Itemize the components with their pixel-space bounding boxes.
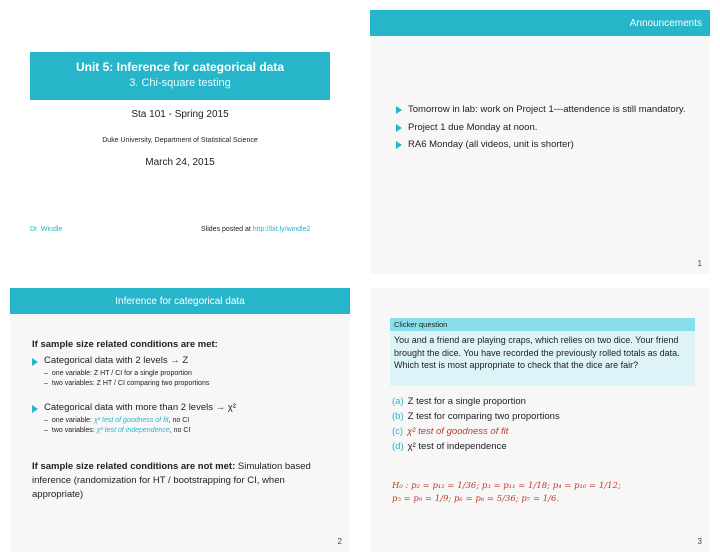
- answer-options: [392, 396, 560, 456]
- bullet-list-more-levels: [32, 402, 332, 435]
- sub-list-item: [44, 369, 332, 379]
- hypothesis-line: p₅ = p₉ = 1/9; p₆ = p₈ = 5/36; p₇ = 1/6.: [392, 493, 560, 504]
- option-text-correct: χ² test of goodness of fit: [407, 426, 509, 437]
- list-item: [32, 402, 332, 435]
- unit-subtitle: 3. Chi-square testing: [129, 77, 231, 89]
- dash-icon: –: [44, 426, 48, 434]
- list-item: [396, 121, 696, 135]
- clicker-header: Clicker question: [390, 318, 695, 331]
- sub-list-item: [44, 426, 332, 436]
- bullet-triangle-icon: [32, 358, 38, 366]
- announcement-list: [396, 103, 696, 156]
- option-label: (d): [392, 441, 404, 452]
- slide-header-title: Inference for categorical data: [115, 295, 245, 307]
- slide-header: [370, 10, 710, 36]
- clicker-slide: [370, 288, 710, 552]
- dash-icon: –: [44, 417, 48, 424]
- sub-list-text: one variable: Z HT / CI for a single proportion: [51, 370, 192, 377]
- conditions-not-met-text: Simulation based inference (randomization for HT / bootstrapping for CI, when appropriate): [32, 461, 311, 500]
- page-number: 3: [697, 537, 702, 546]
- announcements-slide: [370, 10, 710, 274]
- test-name: χ² test of independence: [96, 426, 170, 434]
- slide-header: [10, 288, 350, 314]
- inference-slide: [10, 288, 350, 552]
- title-slide: [10, 10, 350, 274]
- option-text: χ² test of independence: [407, 441, 507, 452]
- option-text: Z test for a single proportion: [407, 396, 526, 407]
- bullet-triangle-icon: [396, 124, 402, 132]
- page-number: 1: [697, 259, 702, 268]
- sub-list-item: [44, 379, 332, 389]
- bullet-triangle-icon: [396, 141, 402, 149]
- option-label: (c): [392, 426, 404, 437]
- dash-icon: –: [44, 370, 48, 377]
- list-item-text: Project 1 due Monday at noon.: [408, 121, 538, 133]
- list-item: [396, 138, 696, 152]
- list-item: [396, 103, 696, 117]
- list-item: [32, 355, 332, 388]
- sub-list-suffix: , no CI: [168, 417, 190, 424]
- sub-list-suffix: , no CI: [169, 426, 191, 434]
- clicker-box: [390, 318, 695, 386]
- unit-title: Unit 5: Inference for categorical data: [75, 60, 285, 74]
- sub-list-text: two variables: Z HT / CI comparing two proportions: [51, 379, 210, 387]
- option-label: (b): [392, 411, 404, 422]
- hypothesis-line: H₀ : p₂ = p₁₂ = 1/36; p₃ = p₁₁ = 1/18; p₄ = p₁₀ = 1/12;: [392, 481, 621, 491]
- answer-option-a[interactable]: [392, 396, 560, 407]
- answer-option-d[interactable]: [392, 441, 560, 452]
- sub-list-prefix: two variables:: [51, 426, 97, 434]
- page-number: 2: [337, 537, 342, 546]
- option-label: (a): [392, 396, 404, 407]
- sub-list: [44, 416, 332, 435]
- title-box: [30, 52, 330, 100]
- list-item-text: Categorical data with more than 2 levels → χ²: [44, 402, 236, 413]
- conditions-not-met-heading: If sample size related conditions are not met:: [32, 461, 236, 472]
- slides-link[interactable]: http://bit.ly/windle2: [252, 226, 311, 233]
- list-item-text: Tomorrow in lab: work on Project 1---attendence is still mandatory.: [408, 104, 686, 115]
- null-hypothesis: [392, 480, 692, 505]
- bullet-list-two-levels: [32, 355, 332, 388]
- option-text: Z test for comparing two proportions: [407, 411, 560, 422]
- slides-posted: [201, 226, 310, 233]
- lecture-date: March 24, 2015: [145, 157, 215, 168]
- answer-option-c[interactable]: [392, 426, 560, 437]
- dash-icon: –: [44, 379, 48, 387]
- sub-list-prefix: one variable:: [51, 417, 94, 424]
- bullet-triangle-icon: [32, 405, 38, 413]
- clicker-question: You and a friend are playing craps, which relies on two dice. Your friend brought the dice. You have recorded the previously rolled totals as data. Which test is most appropriate to check that the dice are fair?: [394, 335, 680, 370]
- conditions-met-heading: If sample size related conditions are met:: [32, 339, 218, 350]
- bullet-triangle-icon: [396, 106, 402, 114]
- sub-list-item: [44, 416, 332, 426]
- answer-option-b[interactable]: [392, 411, 560, 422]
- author-name: Dr. Windle: [30, 226, 63, 233]
- list-item-text: RA6 Monday (all videos, unit is shorter): [408, 139, 574, 150]
- slides-posted-text: Slides posted at: [201, 226, 253, 233]
- slide-header-title: Announcements: [629, 17, 702, 29]
- conditions-not-met: [32, 460, 332, 502]
- department: Duke University, Department of Statistical Science: [102, 137, 258, 144]
- course-name: Sta 101 - Spring 2015: [131, 109, 229, 120]
- list-item-text: Categorical data with 2 levels → Z: [44, 355, 189, 366]
- sub-list: [44, 369, 332, 388]
- test-name: χ² test of goodness of fit: [93, 417, 169, 424]
